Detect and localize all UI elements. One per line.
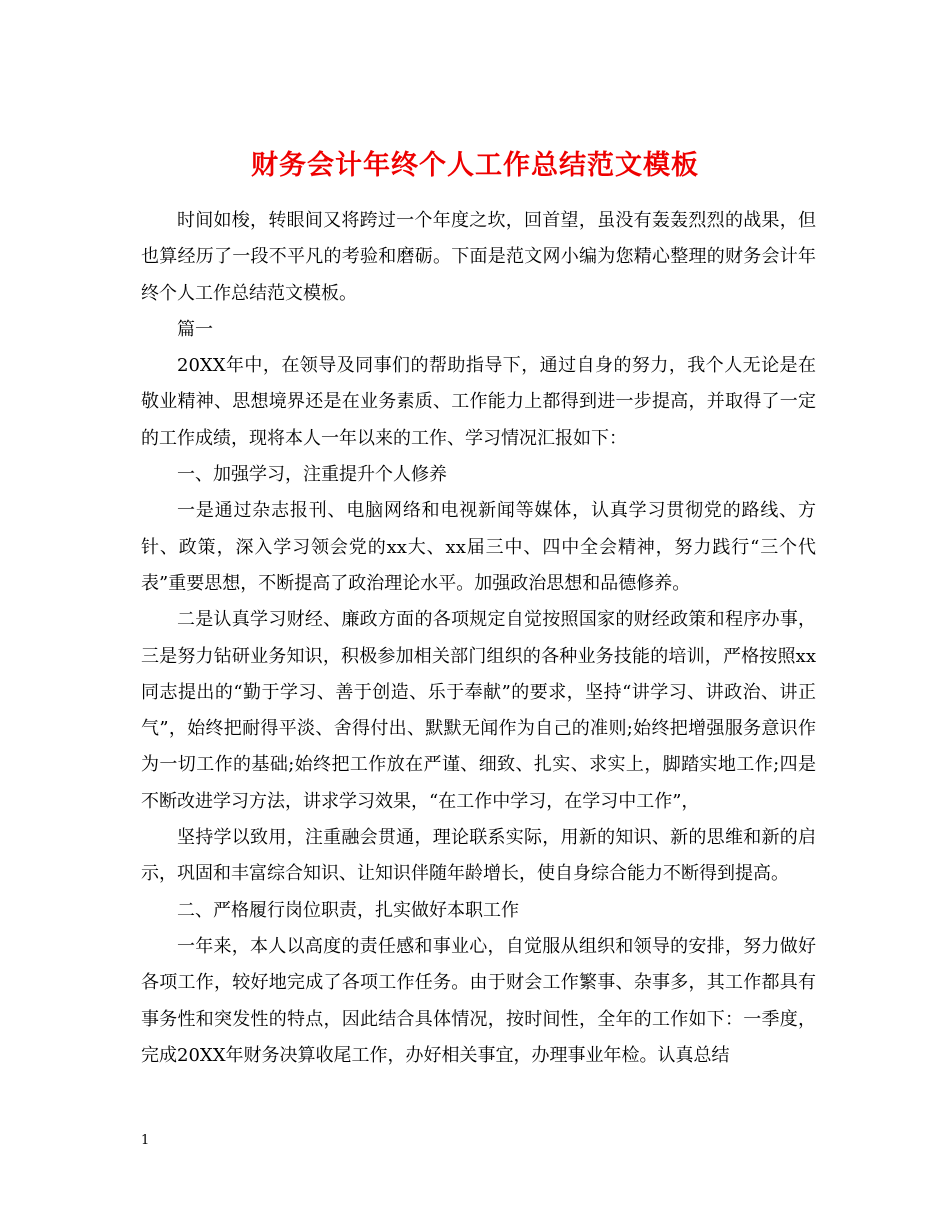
paragraph-study-apply: 坚持学以致用，注重融会贯通，理论联系实际，用新的知识、新的思维和新的启示，巩固和丰富综合知识、让知识伴随年龄增长，使自身综合能力不断得到提高。 [141,827,816,885]
document-title: 财务会计年终个人工作总结范文模板 [251,150,699,182]
heading-study: 一、加强学习，注重提升个人修养 [177,464,447,486]
heading-duties: 二、严格履行岗位职责，扎实做好本职工作 [177,899,519,921]
paragraph-study-first: 一是通过杂志报刊、电脑网络和电视新闻等媒体，认真学习贯彻党的路线、方针、政策，深入学习领会党的xx大、xx届三中、四中全会精神，努力践行“三个代表”重要思想，不断提高了政治理论水平。加强政治思想和品德修养。 [141,500,816,594]
paragraph-overview: 20XX年中，在领导及同事们的帮助指导下，通过自身的努力，我个人无论是在敬业精神、思想境界还是在业务素质、工作能力上都得到进一步提高，并取得了一定的工作成绩，现将本人一年以来的工作、学习情况汇报如下： [141,355,816,449]
paragraph-section-label: 篇一 [177,318,213,340]
paragraph-study-second: 二是认真学习财经、廉政方面的各项规定自觉按照国家的财经政策和程序办事，三是努力钻研业务知识，积极参加相关部门组织的各种业务技能的培训，严格按照xx同志提出的“勤于学习、善于创造、乐于奉献”的要求，坚持“讲学习、讲政治、讲正气”，始终把耐得平淡、舍得付出、默默无闻作为自己的准则;始终把增强服务意识作为一切工作的基础;始终把工作放在严谨、细致、扎实、求实上，脚踏实地工作;四是不断改进学习方法，讲求学习效果，“在工作中学习，在学习中工作”， [141,609,817,812]
paragraph-duties: 一年来，本人以高度的责任感和事业心，自觉服从组织和领导的安排，努力做好各项工作，较好地完成了各项工作任务。由于财会工作繁事、杂事多，其工作都具有事务性和突发性的特点，因此结合具体情况，按时间性，全年的工作如下：一季度，完成20XX年财务决算收尾工作，办好相关事宜，办理事业年检。认真总结 [141,935,816,1066]
page-number: 1 [141,1133,150,1148]
document-body [141,203,816,1074]
paragraph-intro: 时间如梭，转眼间又将跨过一个年度之坎，回首望，虽没有轰轰烈烈的战果，但也算经历了一段不平凡的考验和磨砺。下面是范文网小编为您精心整理的财务会计年终个人工作总结范文模板。 [141,210,816,304]
